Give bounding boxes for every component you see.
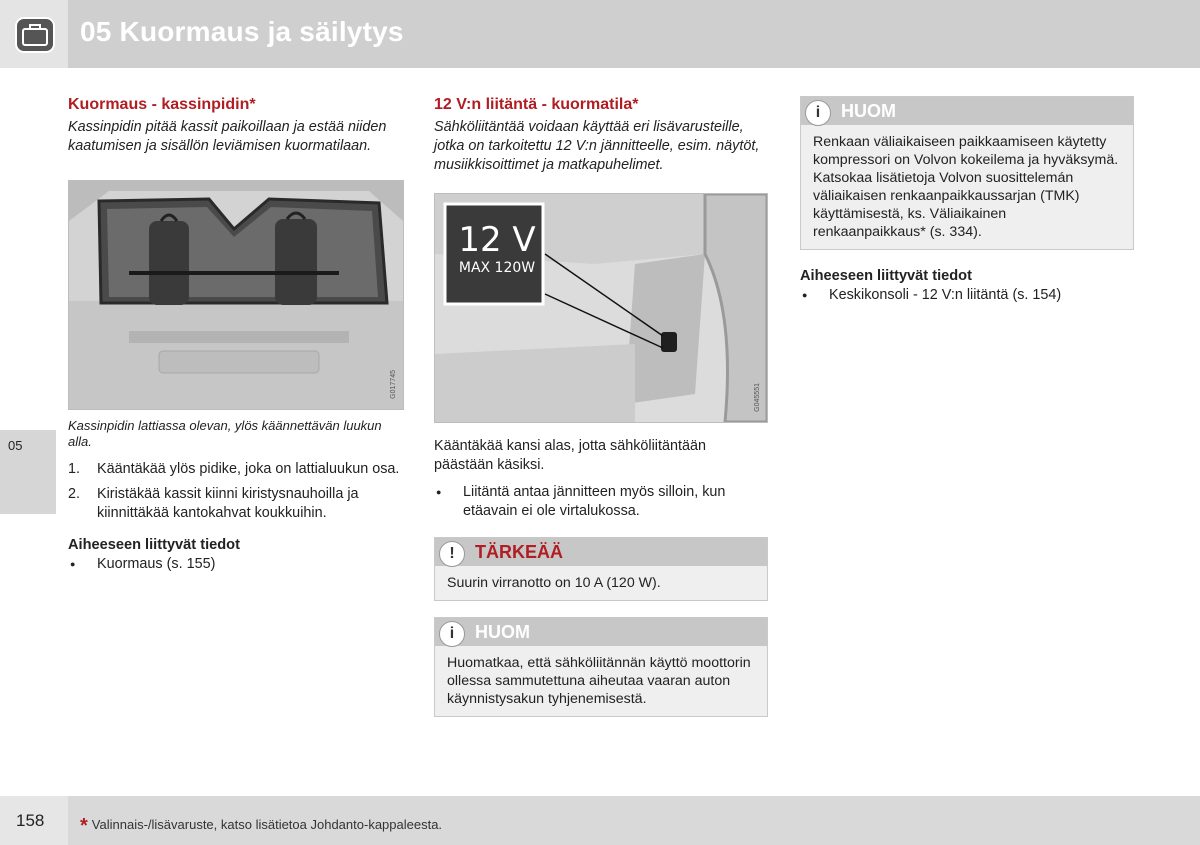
info-icon: i <box>439 621 465 647</box>
step-list <box>68 460 404 523</box>
related-heading: Aiheeseen liittyvät tiedot <box>800 268 972 284</box>
bag-holder-figure <box>68 180 404 410</box>
instruction-text: Kääntäkää kansi alas, jotta sähköliitäntään päästään käsiksi. <box>434 438 707 473</box>
section-right <box>800 96 1134 305</box>
figure-caption: Kassinpidin lattiassa olevan, ylös käännettävän luukun alla. <box>68 418 382 449</box>
note-callout <box>800 96 1134 250</box>
related-list <box>68 555 404 574</box>
step-number: 2. <box>68 486 81 502</box>
related-list <box>800 286 1134 305</box>
figure-code: G045551 <box>754 383 761 412</box>
related-link[interactable]: ● Kuormaus (s. 155) <box>68 555 404 574</box>
section-bag-holder <box>68 96 404 574</box>
socket-figure <box>434 193 768 423</box>
section-heading: Kuormaus - kassinpidin* <box>68 96 256 113</box>
related-link[interactable]: ● Keskikonsoli - 12 V:n liitäntä (s. 154) <box>800 286 1134 305</box>
callout-text: Renkaan väliaikaiseen paikkaamiseen käytetty kompressori on Volvon kokeilema ja hyväksymä. Katsokaa lisätietoja Volvon suosittelemán väliaikaisen renkaanpaikkaussarjan (TMK) käyttämisestä, ks. Väliaikainen renkaanpaikkaus* (s. 334). <box>813 134 1119 240</box>
section-lead: Kassinpidin pitää kassit paikoillaan ja estää niiden kaatumisen ja sisällön leviämisen kuormatilaan. <box>68 119 387 154</box>
callout-label: HUOM <box>841 101 896 121</box>
callout-text: Suurin virranotto on 10 A (120 W). <box>447 575 661 591</box>
callout-text: Huomatkaa, että sähköliitännän käyttö moottorin ollessa sammutettuna aiheutaa vaaran auton käynnistysakun tyhjenemisestä. <box>447 655 751 707</box>
bag-holder-illustration <box>69 181 403 409</box>
header-left-block <box>0 0 68 68</box>
callout-header <box>435 538 767 566</box>
footnote-star: * <box>80 815 88 837</box>
chapter-side-tab[interactable] <box>0 430 56 514</box>
callout-label: TÄRKEÄÄ <box>475 542 563 562</box>
step-number: 1. <box>68 461 81 477</box>
note-callout <box>434 617 768 717</box>
footer <box>0 796 1200 845</box>
footnote-text: Valinnais-/lisävaruste, katso lisätietoa Johdanto-kappaleesta. <box>91 817 443 832</box>
socket-label-max: MAX 120W <box>458 260 536 276</box>
info-bullets <box>434 483 768 521</box>
footnote <box>80 812 442 835</box>
callout-label: HUOM <box>475 622 530 642</box>
footer-left-block <box>0 796 68 845</box>
info-icon: i <box>805 100 831 126</box>
page-number: 158 <box>16 811 45 830</box>
section-heading: 12 V:n liitäntä - kuormatila* <box>434 96 639 113</box>
step-text: Kiristäkää kassit kiinni kiristysnauhoilla ja kiinnittäkää kantokahvat koukkuihin. <box>97 486 359 521</box>
important-callout <box>434 537 768 601</box>
section-lead: Sähköliitäntää voidaan käyttää eri lisävarusteille, jotka on tarkoitettu 12 V:n jännitteelle, esim. näytöt, musiikkisoittimet ja matkapuhelimet. <box>434 119 760 173</box>
figure-code: G017745 <box>390 370 397 399</box>
warning-icon: ! <box>439 541 465 567</box>
section-12v-socket <box>434 96 768 717</box>
chapter-title: 05 Kuormaus ja säilytys <box>80 16 404 47</box>
callout-header <box>435 618 767 646</box>
step-item <box>68 460 404 479</box>
socket-label-voltage: 12 V <box>458 220 536 260</box>
luggage-icon <box>14 16 56 54</box>
step-text: Kääntäkää ylös pidike, joka on lattialuukun osa. <box>97 461 400 477</box>
bullet-item: ● Liitäntä antaa jännitteen myös silloin, kun etäavain ei ole virtalukossa. <box>434 483 768 521</box>
related-heading: Aiheeseen liittyvät tiedot <box>68 537 240 553</box>
callout-header <box>801 97 1133 125</box>
chapter-side-tab-label: 05 <box>8 438 23 453</box>
step-item <box>68 485 404 523</box>
